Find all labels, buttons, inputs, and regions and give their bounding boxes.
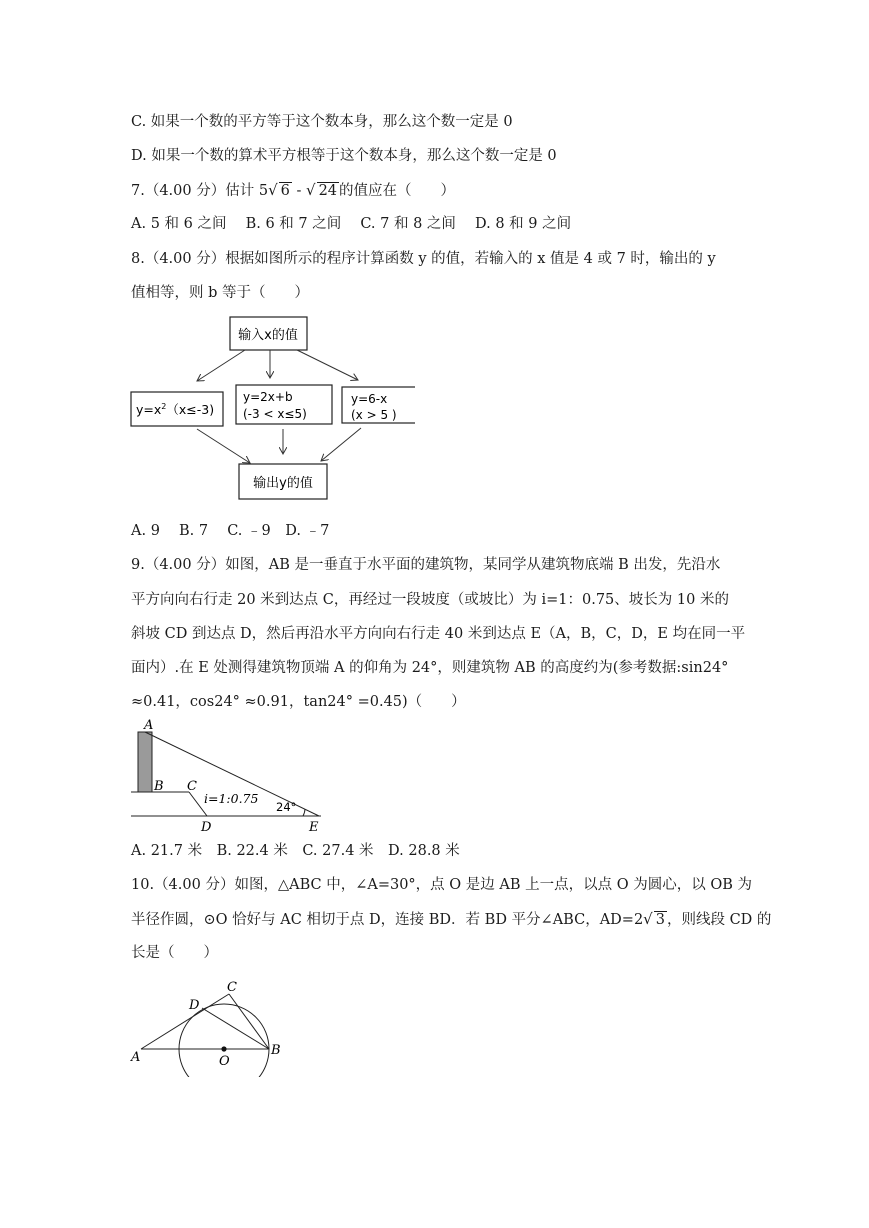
arrow-to-right — [297, 350, 358, 380]
q10-line2-prefix: 半径作圆，⊙O 恰好与 AC 相切于点 D，连接 BD．若 BD 平分∠ABC，AD=2 — [131, 912, 644, 928]
label-d: D — [201, 820, 212, 835]
option-d-line: D. 如果一个数的算术平方根等于这个数本身，那么这个数一定是 0 — [131, 148, 557, 164]
center-point-o — [221, 1046, 226, 1051]
label-a: A — [144, 718, 154, 733]
left-box-cond: （x≤-3) — [166, 402, 215, 417]
arrow-from-right — [321, 428, 361, 461]
right-box-line1: y=6-x — [351, 392, 388, 406]
slope-figure — [125, 715, 330, 837]
building-ab — [138, 732, 152, 792]
q8-stem-line2: 值相等，则 b 等于（ ） — [131, 285, 309, 301]
label-b: B — [271, 1043, 281, 1058]
q9-stem-line5: ≈0.41，cos24° ≈0.91，tan24° =0.45)（ ） — [131, 694, 466, 710]
arrow-from-left — [197, 429, 250, 463]
q10-stem-line1: 10.（4.00 分）如图，△ABC 中，∠A=30°，点 O 是边 AB 上一点，以点 O 为圆心，以 OB 为 — [131, 877, 752, 893]
segment-ac — [141, 994, 229, 1049]
q9-stem-line2: 平方向向右行走 20 米到达点 C，再经过一段坡度（或坡比）为 i=1：0.75、坡长为 10 米的 — [131, 592, 729, 608]
right-box-line2: (x > 5 ) — [351, 408, 397, 422]
q7-prefix: 7.（4.00 分）估计 5 — [131, 183, 269, 199]
circle-figure — [125, 972, 295, 1077]
label-c: C — [187, 779, 197, 794]
label-o: O — [219, 1054, 230, 1069]
q10-radicand: 3 — [655, 912, 665, 928]
radical-sign-2: √ — [306, 181, 316, 199]
q9-stem-line3: 斜坡 CD 到达点 D，然后再沿水平方向向右行走 40 米到达点 E（A，B，C，D，E 均在同一平 — [131, 626, 746, 642]
q10-stem-line2 — [131, 909, 771, 930]
label-c: C — [227, 980, 237, 995]
radical-sign-3: √ — [643, 910, 653, 928]
q7-options: A. 5 和 6 之间 B. 6 和 7 之间 C. 7 和 8 之间 D. 8 和 9 之间 — [131, 216, 572, 232]
angle-arc-e — [303, 809, 305, 816]
q7-radicand-1: 6 — [280, 183, 290, 199]
q9-stem-line4: 面内）.在 E 处测得建筑物顶端 A 的仰角为 24°，则建筑物 AB 的高度约为(参考数据:sin24° — [131, 660, 729, 676]
q7-minus: - — [291, 183, 306, 199]
label-b: B — [154, 779, 164, 794]
option-c-line: C. 如果一个数的平方等于这个数本身，那么这个数一定是 0 — [131, 114, 513, 130]
mid-box-line2: (-3 < x≤5) — [243, 407, 307, 421]
left-box-sup: 2 — [161, 402, 167, 411]
flowchart-figure — [125, 312, 415, 512]
label-d: D — [189, 998, 200, 1013]
q8-options: A. 9 B. 7 C. ﹣9 D. ﹣7 — [131, 523, 330, 539]
q10-line2-suffix: ，则线段 CD 的 — [666, 912, 772, 928]
output-box-label: 输出y的值 — [253, 476, 313, 491]
q7-radicand-2: 24 — [318, 183, 338, 199]
q9-options: A. 21.7 米 B. 22.4 米 C. 27.4 米 D. 28.8 米 — [131, 843, 460, 859]
q9-stem-line1: 9.（4.00 分）如图，AB 是一垂直于水平面的建筑物，某同学从建筑物底端 B 出发，先沿水 — [131, 557, 721, 573]
slope-ratio-label: i=1:0.75 — [204, 791, 259, 806]
q8-stem-line1: 8.（4.00 分）根据如图所示的程序计算函数 y 的值，若输入的 x 值是 4 或 7 时，输出的 y — [131, 251, 716, 267]
mid-box-line1: y=2x+b — [243, 390, 293, 404]
left-box-label — [136, 402, 214, 417]
arrow-to-left — [197, 350, 245, 381]
label-a: A — [131, 1050, 141, 1065]
angle-label: 24° — [276, 800, 297, 814]
radical-sign-1: √ — [268, 181, 278, 199]
q7-stem — [131, 180, 455, 201]
segment-db — [202, 1008, 269, 1049]
q7-suffix: 的值应在（ ） — [339, 183, 456, 199]
input-box-label: 输入x的值 — [238, 328, 298, 343]
q10-stem-line3: 长是（ ） — [131, 945, 218, 961]
segment-cb — [229, 994, 269, 1049]
label-e: E — [309, 820, 319, 835]
left-box-main: y=x — [136, 402, 162, 417]
